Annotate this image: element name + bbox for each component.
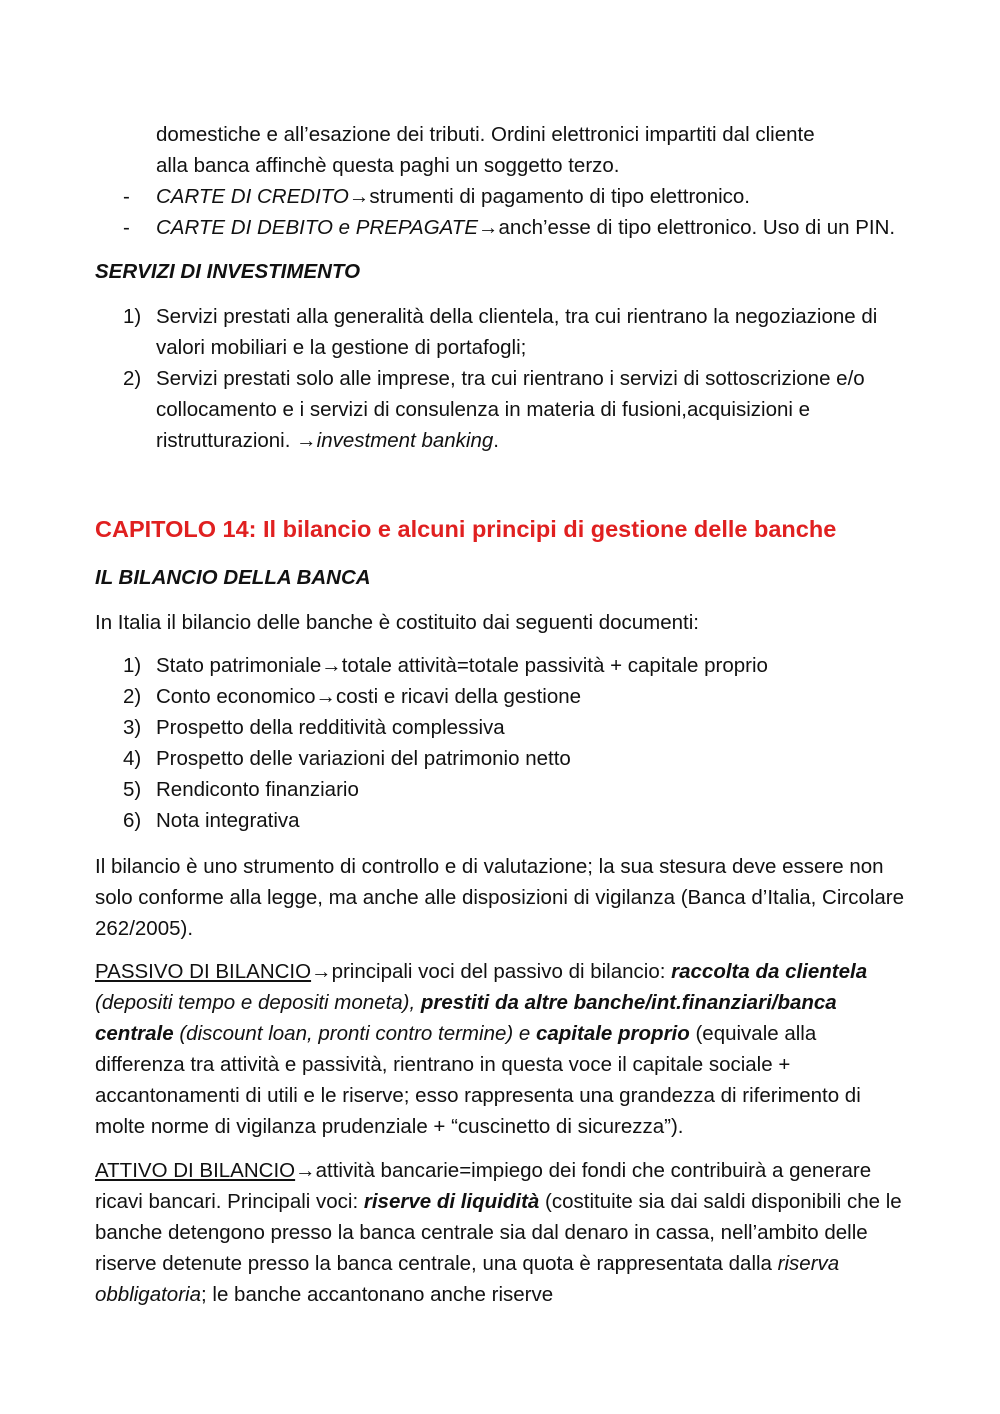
- bullet-dash: -: [123, 216, 130, 239]
- list-item: [95, 774, 910, 805]
- attivo-text-2: (costituite sia dai saldi disponibili che le banche detengono presso la banca centrale sia dal denaro in cassa, nell’ambito delle riserve detenute presso la banca centrale, una quota è rappresentata dalla: [95, 1190, 902, 1275]
- passivo-paragraph: [95, 956, 910, 1142]
- list-item: [95, 301, 910, 363]
- item-description: strumenti di pagamento di tipo elettronico.: [369, 185, 750, 208]
- list-number: 2): [123, 367, 142, 390]
- passivo-italic-1: (depositi tempo e depositi moneta),: [95, 991, 421, 1014]
- list-item-text: [156, 363, 910, 456]
- list-item: [95, 650, 910, 681]
- passivo-italic-2: (discount loan, pronti contro termine) e: [173, 1022, 536, 1045]
- passivo-term-prestiti: prestiti da altre banche/int.finanziari/banca centrale: [95, 991, 837, 1045]
- bilancio-list: [95, 650, 910, 836]
- item-end: .: [493, 429, 499, 452]
- investimento-list: [95, 301, 910, 456]
- continuation-line-2: alla banca affinchè questa paghi un soggetto terzo.: [156, 154, 620, 177]
- arrow-icon: →: [478, 216, 499, 239]
- arrow-icon: →: [311, 960, 332, 983]
- arrow-icon: →: [348, 185, 370, 208]
- list-item: [95, 805, 910, 836]
- attivo-text-3: ; le banche accantonano anche riserve: [201, 1283, 554, 1306]
- item-description: anch’esse di tipo elettronico. Uso di un PIN.: [498, 216, 896, 239]
- passivo-term-capitale: capitale proprio: [535, 1022, 690, 1045]
- list-number: 1): [123, 305, 142, 328]
- list-number: 4): [123, 747, 142, 770]
- list-item: [95, 743, 910, 774]
- list-number: 5): [123, 778, 142, 801]
- list-item-text: Prospetto delle variazioni del patrimonio netto: [156, 747, 571, 770]
- term-investment-banking: investment banking: [316, 429, 494, 452]
- list-number: 3): [123, 716, 142, 739]
- term-carte-debito: CARTE DI DEBITO e PREPAGATE: [156, 216, 479, 239]
- attivo-term-riserve: riserve di liquidità: [363, 1190, 540, 1213]
- attivo-label: ATTIVO DI BILANCIO: [95, 1159, 296, 1182]
- list-item-text: Nota integrativa: [156, 809, 300, 832]
- list-item-text: [156, 212, 895, 243]
- list-item: [95, 681, 910, 712]
- list-item-text: Conto economico→costi e ricavi della gestione: [156, 685, 582, 708]
- list-item: [95, 712, 910, 743]
- section-heading-investimento: SERVIZI DI INVESTIMENTO: [95, 260, 361, 283]
- passivo-text-2: (equivale alla differenza tra attività e passività, rientrano in questa voce il capitale sociale + accantonamenti di utili e le riserve; esso rappresenta una grandezza di riferimento di molte norme di vigilanza prudenziale + “cuscinetto di sicurezza”).: [95, 1022, 861, 1138]
- item-text: Servizi prestati solo alle imprese, tra cui rientrano i servizi di sottoscrizione e/o collocamento e i servizi di consulenza in materia di fusioni,acquisizioni e ristrutturazioni.: [156, 367, 865, 452]
- chapter-title: CAPITOLO 14: Il bilancio e alcuni principi di gestione delle banche: [95, 516, 837, 542]
- passivo-label: PASSIVO DI BILANCIO: [95, 960, 312, 983]
- bilancio-intro: In Italia il bilancio delle banche è costituito dai seguenti documenti:: [95, 611, 699, 634]
- list-number: 1): [123, 654, 142, 677]
- list-item-text: Stato patrimoniale→totale attività=totale passività + capitale proprio: [156, 654, 768, 677]
- section-heading-bilancio: IL BILANCIO DELLA BANCA: [95, 566, 371, 589]
- arrow-icon: →: [296, 429, 317, 452]
- list-item-text: Rendiconto finanziario: [156, 778, 359, 801]
- list-item-text: [156, 181, 750, 212]
- bullet-dash: -: [123, 185, 130, 208]
- list-item: [95, 363, 910, 456]
- top-section: [95, 119, 910, 243]
- list-item-carte-credito: [95, 181, 910, 212]
- list-item-text: Servizi prestati alla generalità della clientela, tra cui rientrano la negoziazione di valori mobiliari e la gestione di portafogli;: [156, 305, 878, 359]
- continuation-line-1: domestiche e all’esazione dei tributi. Ordini elettronici impartiti dal cliente: [156, 123, 815, 146]
- list-item-carte-debito: [95, 212, 910, 243]
- passivo-term-raccolta: raccolta da clientela: [671, 960, 868, 983]
- term-carte-credito: CARTE DI CREDITO: [156, 185, 349, 208]
- bilancio-controllo-paragraph: Il bilancio è uno strumento di controllo e di valutazione; la sua stesura deve essere non solo conforme alla legge, ma anche alle disposizioni di vigilanza (Banca d’Italia, Circolare 262/2005).: [95, 855, 905, 940]
- list-number: 2): [123, 685, 142, 708]
- passivo-text-1: principali voci del passivo di bilancio:: [331, 960, 672, 983]
- attivo-text-1: attività bancarie=impiego dei fondi che contribuirà a generare ricavi bancari. Principali voci:: [95, 1159, 872, 1213]
- list-number: 6): [123, 809, 142, 832]
- attivo-term-riserva-obbligatoria: riserva obbligatoria: [95, 1252, 840, 1306]
- list-item-text: Prospetto della redditività complessiva: [156, 716, 505, 739]
- attivo-paragraph: [95, 1155, 910, 1310]
- arrow-icon: →: [295, 1159, 316, 1182]
